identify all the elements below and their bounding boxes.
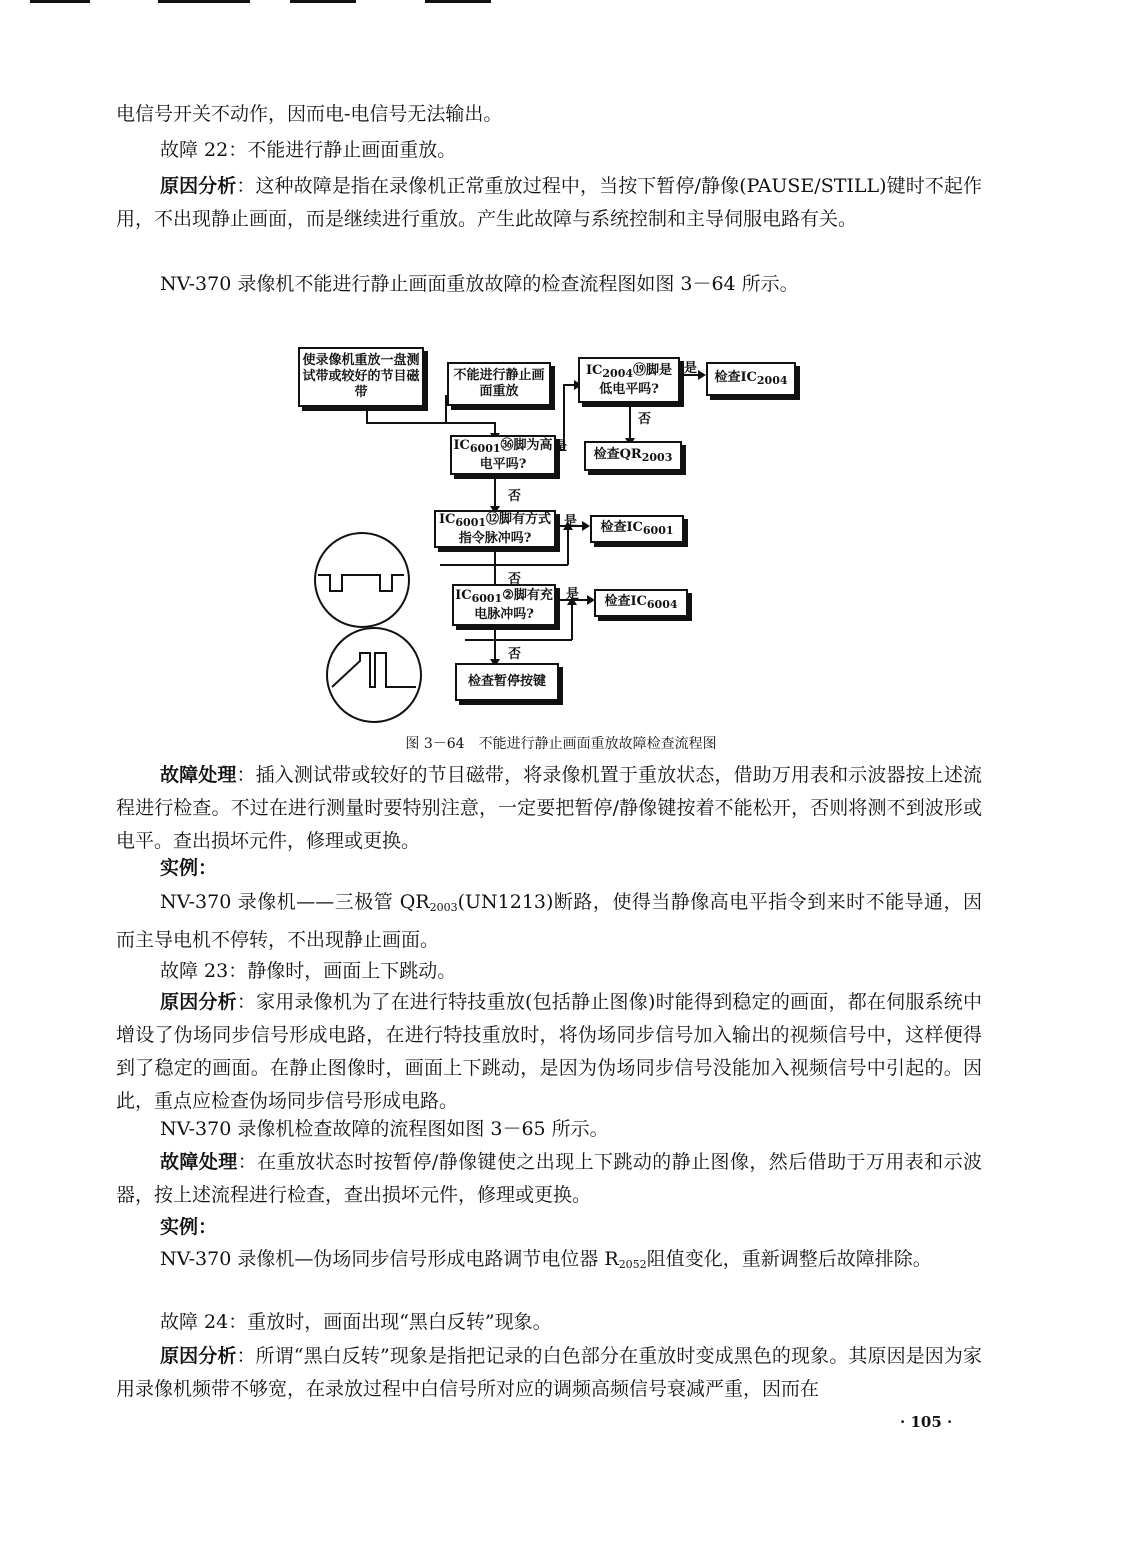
start-box: 使录像机重放一盘测试带或较好的节目磁带 xyxy=(298,347,424,407)
fault-22-flow-ref: NV-370 录像机不能进行静止画面重放故障的检查流程图如图 3－64 所示。 xyxy=(160,273,799,295)
fault-23-flow-ref: NV-370 录像机检查故障的流程图如图 3－65 所示。 xyxy=(160,1118,609,1140)
page-edge-line xyxy=(158,0,250,3)
ic6001-pin2-question-box: $IC_{6001}②$脚有充电脉冲吗? xyxy=(452,584,556,626)
figure-caption: 图 3－64 不能进行静止画面重放故障检查流程图 xyxy=(405,736,717,752)
page-edge-line xyxy=(290,0,356,3)
fault-23-fix xyxy=(116,1146,982,1212)
page-number: · 105 · xyxy=(900,1413,953,1431)
example-label: 实例： xyxy=(160,857,218,879)
fault-24-title: 故障 24：重放时，画面出现“黑白反转”现象。 xyxy=(160,1311,552,1333)
reason-label: 原因分析 xyxy=(160,1345,237,1367)
yes-label: 是 xyxy=(554,439,568,454)
ic6001-pin12-question-box: $IC_{6001}⑫$脚有方式指令脉冲吗? xyxy=(434,510,556,548)
check-pause-key-box: 检查暂停按键 xyxy=(455,663,559,701)
paragraph: 电信号开关不动作，因而电-电信号无法输出。 xyxy=(116,103,503,125)
ic2004-question-box: $IC_{2004}⑲$脚是低电平吗? xyxy=(578,357,680,403)
reason-text: ：所谓“黑白反转”现象是指把记录的白色部分在重放时变成黑色的现象。其原因是因为家用录像机频带不够宽，在录放过程中白信号所对应的调频高频信号衰减严重，因而在 xyxy=(116,1345,982,1400)
no-label: 否 xyxy=(508,647,522,662)
fix-text: ：在重放状态时按暂停/静像键使之出现上下跳动的静止图像，然后借助于万用表和示波器，按上述流程进行检查，查出损坏元件，修理或更换。 xyxy=(116,1151,982,1206)
yes-label: 是 xyxy=(684,361,698,376)
yes-label: 是 xyxy=(566,587,580,602)
fix-label: 故障处理 xyxy=(160,764,237,786)
check-qr2003-box: 检查$QR_{2003}$ xyxy=(584,441,682,471)
fault-23-reason xyxy=(116,986,982,1118)
ic6001-pin36-question-box: $IC_{6001}㊱$脚为高电平吗? xyxy=(450,435,556,475)
fault-23-example: NV-370 录像机—伪场同步信号形成电路调节电位器 $R_{2052}$阻值变化，重新调整后故障排除。 xyxy=(160,1248,932,1271)
no-label: 否 xyxy=(508,489,522,504)
fix-text: ：插入测试带或较好的节目磁带，将录像机置于重放状态，借助万用表和示波器按上述流程进行检查。不过在进行测量时要特别注意，一定要把暂停/静像键按着不能松开，否则将测不到波形或电平。查出损坏元件，修理或更换。 xyxy=(116,764,982,852)
fault-22-example: NV-370 录像机——三极管 $QR_{2003}(UN1213)$断路，使得当静像高电平指令到来时不能导通，因而主导电机不停转，不出现静止画面。 xyxy=(116,891,983,951)
symptom-box: 不能进行静止画面重放 xyxy=(447,362,551,406)
fault-22-title: 故障 22：不能进行静止画面重放。 xyxy=(160,139,457,161)
fault-22-reason xyxy=(116,170,982,236)
fault-22-fix xyxy=(116,759,982,858)
reason-text: ：这种故障是指在录像机正常重放过程中，当按下暂停/静像(PAUSE/STILL)键时不起作用，不出现静止画面，而是继续进行重放。产生此故障与系统控制和主导伺服电路有关。 xyxy=(116,175,982,230)
reason-text: ：家用录像机为了在进行特技重放(包括静止图像)时能得到稳定的画面，都在伺服系统中增设了伪场同步信号形成电路，在进行特技重放时，将伪场同步信号加入输出的视频信号中，这样便得到了稳定的画面。在静止图像时，画面上下跳动，是因为伪场同步信号没能加入视频信号中引起的。因此，重点应检查伪场同步信号形成电路。 xyxy=(116,991,982,1112)
fault-24-reason xyxy=(116,1340,982,1406)
no-label: 否 xyxy=(508,572,522,587)
yes-label: 是 xyxy=(564,514,578,529)
example-label: 实例： xyxy=(160,1216,218,1238)
reason-label: 原因分析 xyxy=(160,991,237,1013)
reason-label: 原因分析 xyxy=(160,175,237,197)
page-edge-line xyxy=(30,0,90,3)
fix-label: 故障处理 xyxy=(160,1151,238,1173)
page-edge-line xyxy=(425,0,491,3)
check-ic6004-box: 检查$IC_{6004}$ xyxy=(594,589,688,617)
check-ic6001-box: 检查$IC_{6001}$ xyxy=(590,515,684,543)
no-label: 否 xyxy=(638,412,652,427)
check-ic2004-box: 检查$IC_{2004}$ xyxy=(706,362,796,396)
fault-23-title: 故障 23：静像时，画面上下跳动。 xyxy=(160,960,457,982)
